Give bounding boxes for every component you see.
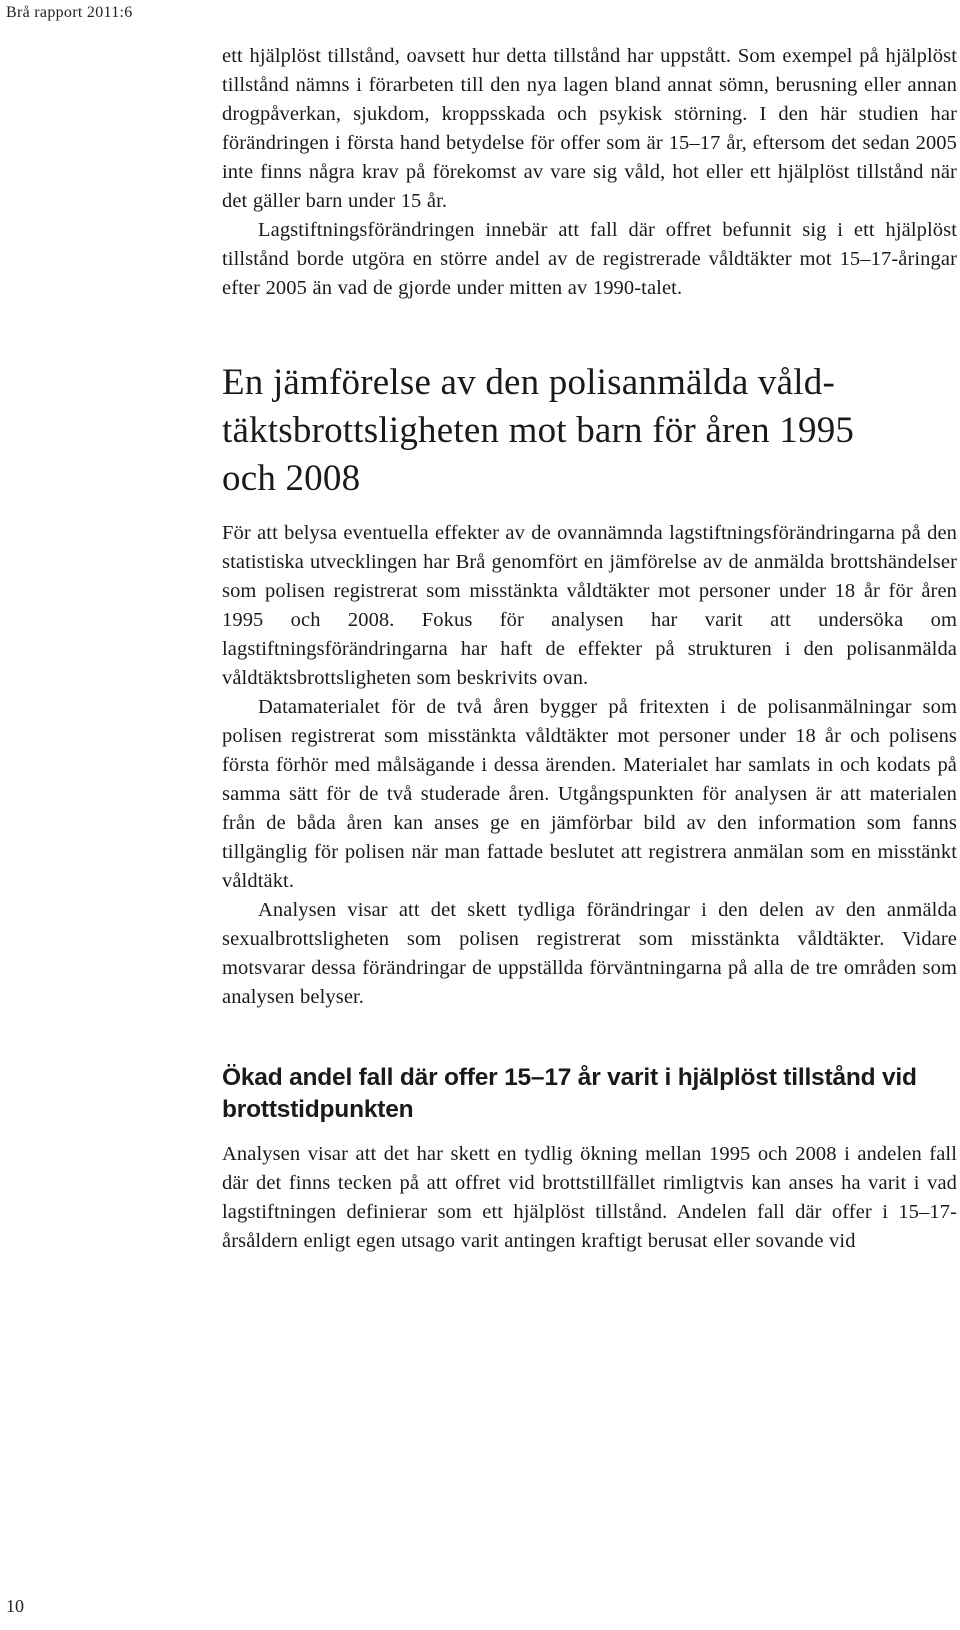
paragraph: ett hjälplöst tillstånd, oavsett hur detta tillstånd har uppstått. Som exempel på hjälplöst tillstånd nämns i förarbeten till den nya lagen bland annat sömn, berusning eller annan drogpåverkan, sjukdom, kroppsskada och psykisk störning. I den här studien har förändringen i första hand betydelse för offer som är 15–17 år, eftersom det sedan 2005 inte finns några krav på förekomst av vare sig våld, hot eller ett hjälplöst tillstånd när det gäller barn under 15 år. bbox=[222, 45, 957, 212]
paragraph: Analysen visar att det har skett en tydlig ökning mellan 1995 och 2008 i andelen fall där det finns tecken på att offret vid brottstillfället rimligtvis kan anses ha varit i vad lagstiftningen definierar som ett hjälplöst tillstånd. Andelen fall där offer i 15–17-årsåldern enligt egen utsago varit antingen kraftigt berusat eller sovande vid bbox=[222, 1143, 957, 1252]
subsection-heading: Ökad andel fall där offer 15–17 år varit i hjälplöst tillstånd vid brottstidpunkten bbox=[222, 1064, 917, 1123]
running-head: Brå rapport 2011:6 bbox=[6, 4, 133, 21]
paragraph: Analysen visar att det skett tydliga förändringar i den delen av den anmälda sexualbrottsligheten som polisen registrerat som misstänkta våldtäkter. Vidare motsvarar dessa förändringar de uppställda förväntningarna på alla de tre områden som analysen belyser. bbox=[222, 899, 957, 1008]
paragraph: Datamaterialet för de två åren bygger på fritexten i de polisanmälningar som polisen registrerat som misstänkta våldtäkter mot personer under 18 år och polisens första förhör med målsägande i dessa ärenden. Materialet har samlats in och kodats på samma sätt för de två studerade åren. Utgångspunkten för analysen är att materialen från de båda åren kan anses ge en jämförbar bild av den information som fanns tillgänglig för polisen när man fattade beslutet att registrera anmälan som en misstänkt våldtäkt. bbox=[222, 696, 957, 892]
body-column bbox=[222, 42, 957, 1256]
paragraph: Lagstiftningsförändringen innebär att fall där offret befunnit sig i ett hjälplöst tillstånd borde utgöra en större andel av de registrerade våldtäkter mot 15–17-åringar efter 2005 än vad de gjorde under mitten av 1990-talet. bbox=[222, 219, 957, 299]
paragraph: För att belysa eventuella effekter av de ovannämnda lagstiftningsförändringarna på den statistiska utvecklingen har Brå genomfört en jämförelse av de anmälda brottshändelser som polisen registrerat som misstänkta våldtäkter mot personer under 18 år för åren 1995 och 2008. Fokus för analysen har varit att undersöka om lagstiftningsförändringarna har haft de effekter på strukturen i den polisanmälda våldtäktsbrottsligheten som beskrivits ovan. bbox=[222, 522, 957, 689]
page-number: 10 bbox=[6, 1596, 24, 1616]
section-heading: En jämförelse av den polisanmälda våldtäktsbrottsligheten mot barn för åren 1995 och 2008 bbox=[222, 362, 855, 499]
